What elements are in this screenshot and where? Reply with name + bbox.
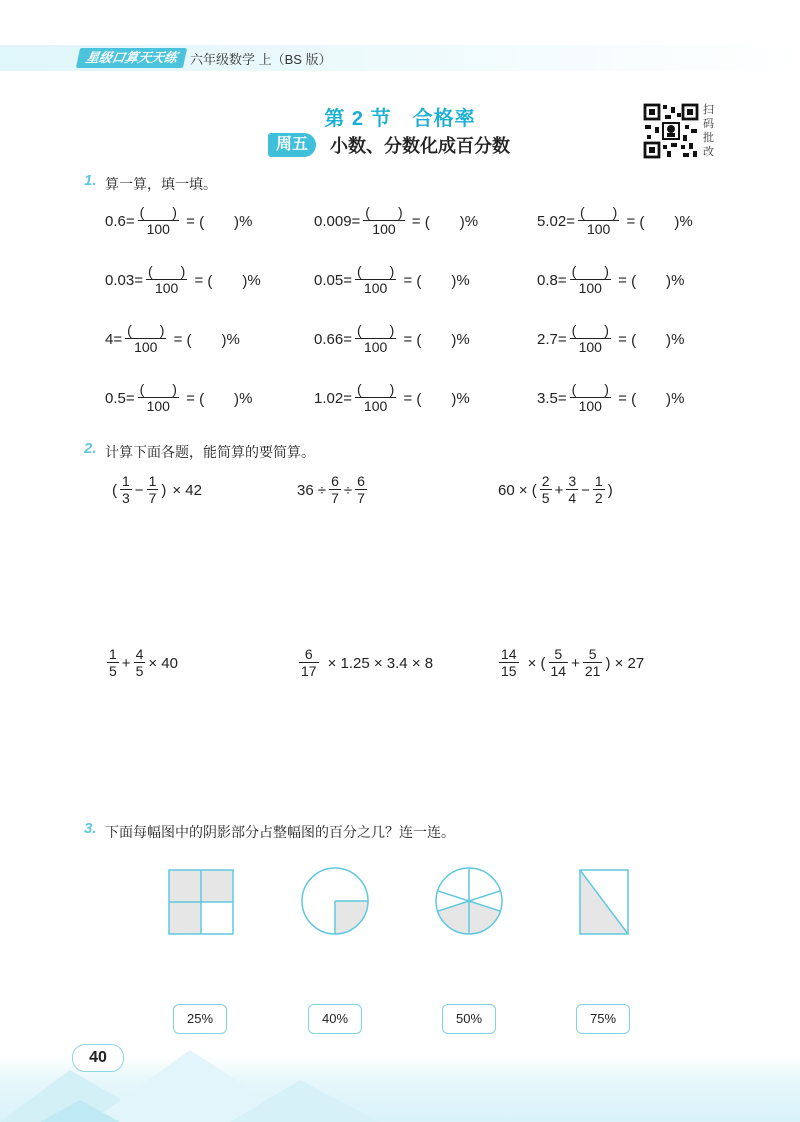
operator: +: [121, 654, 131, 672]
operator: −: [134, 481, 144, 499]
expr-tail: × 40: [148, 654, 178, 672]
brand-label: 星级口算天天练: [76, 48, 187, 68]
fraction: [125, 322, 166, 356]
q1-item: [314, 201, 478, 241]
fraction: [570, 322, 611, 356]
topic-title: 小数、分数化成百分数: [330, 136, 510, 156]
paren-left: (: [112, 481, 117, 499]
denominator: 100: [363, 280, 388, 296]
qr-caption-char: 扫: [703, 104, 714, 116]
fraction: [593, 473, 605, 507]
answer-option[interactable]: 40%: [308, 1004, 362, 1034]
equals-sign: =: [190, 271, 208, 289]
answer-option[interactable]: 25%: [173, 1004, 227, 1034]
numerator: 2: [541, 473, 550, 489]
operator: −: [581, 481, 590, 499]
denominator: 100: [372, 221, 396, 237]
q1-number: 1.: [84, 172, 97, 189]
fraction: [570, 381, 611, 415]
fraction: [578, 204, 619, 238]
q1-decimal: 3.5=: [537, 389, 567, 407]
denominator: 100: [146, 221, 170, 237]
percent-sign: %: [456, 271, 470, 289]
percent-sign: %: [456, 389, 470, 407]
numerator-blank[interactable]: ( ): [356, 381, 395, 397]
numerator-blank[interactable]: ( ): [571, 322, 609, 338]
operator: +: [571, 654, 580, 672]
equals-sign: =: [181, 389, 200, 407]
numerator-blank[interactable]: ( ): [356, 263, 395, 279]
numerator: 5: [588, 646, 597, 662]
fraction: [363, 204, 404, 238]
q1-decimal: 0.5=: [105, 389, 135, 407]
numerator-blank[interactable]: ( ): [579, 204, 618, 220]
equals-sign: =: [399, 271, 417, 289]
paren-right: ): [161, 481, 167, 499]
q1-decimal: 5.02=: [537, 212, 575, 230]
expr-3: [498, 470, 613, 510]
expr-1: [112, 470, 202, 510]
q1-decimal: 0.009=: [314, 212, 361, 230]
section-title: 第 2 节 合格率: [324, 108, 476, 130]
fraction: [299, 646, 319, 680]
expr-5: [296, 643, 433, 683]
expr-tail: ) × 27: [605, 654, 645, 672]
expr-mid: × (: [527, 654, 546, 672]
fraction: [540, 473, 552, 507]
denominator: 100: [363, 398, 388, 414]
expr-2: [297, 470, 370, 510]
percent-blank[interactable]: ( ): [631, 390, 672, 408]
numerator: 4: [135, 646, 144, 662]
fraction: [329, 473, 341, 507]
fraction: [355, 381, 396, 415]
equals-sign: =: [399, 389, 417, 407]
fraction: [134, 646, 146, 680]
q1-item: [314, 260, 470, 300]
numerator-blank[interactable]: ( ): [365, 204, 403, 220]
q1-item: [105, 260, 261, 300]
qr-caption-char: 改: [703, 146, 714, 158]
numerator-blank[interactable]: ( ): [139, 204, 177, 220]
numerator-blank[interactable]: ( ): [147, 263, 186, 279]
percent-sign: %: [671, 330, 685, 348]
percent-blank[interactable]: ( ): [416, 331, 457, 349]
denominator: 100: [586, 221, 611, 237]
denominator: 14: [550, 663, 567, 679]
equals-sign: =: [169, 330, 187, 348]
numerator: 5: [554, 646, 563, 662]
q3-number: 3.: [84, 820, 97, 837]
operator: ÷: [343, 481, 353, 499]
denominator: 100: [578, 398, 602, 414]
fraction: [355, 322, 396, 356]
numerator: 6: [304, 646, 313, 662]
percent-sign: %: [239, 389, 253, 407]
answer-option[interactable]: 50%: [442, 1004, 496, 1034]
denominator: 100: [154, 280, 179, 296]
numerator-blank[interactable]: ( ): [571, 381, 609, 397]
denominator: 15: [501, 663, 517, 679]
numerator: 1: [148, 473, 157, 489]
fraction: [355, 473, 367, 507]
fraction: [570, 263, 611, 297]
denominator: 17: [301, 663, 317, 679]
numerator: 1: [109, 646, 117, 662]
q1-decimal: 0.03=: [105, 271, 143, 289]
page-number: 40: [72, 1044, 124, 1072]
q2-number: 2.: [84, 440, 97, 457]
percent-blank[interactable]: ( ): [424, 213, 465, 231]
q1-instruction: 算一算，填一填。: [105, 176, 217, 192]
equals-sign: =: [181, 212, 200, 230]
figure-circle-fifths: [434, 866, 504, 936]
q1-decimal: 0.66=: [314, 330, 352, 348]
q1-item: [537, 319, 684, 359]
fraction: [138, 204, 179, 238]
equals-sign: =: [407, 212, 425, 230]
answer-option[interactable]: 75%: [576, 1004, 630, 1034]
q1-decimal: 0.05=: [314, 271, 352, 289]
operator: +: [554, 481, 564, 499]
numerator: 6: [331, 473, 339, 489]
q1-decimal: 0.6=: [105, 212, 135, 230]
fraction: [107, 646, 119, 680]
equals-sign: =: [613, 330, 632, 348]
expr-lead: 36 ÷: [297, 481, 327, 499]
denominator: 2: [594, 490, 603, 506]
denominator: 100: [146, 398, 170, 414]
percent-blank[interactable]: ( ): [416, 390, 457, 408]
expr-4: [104, 643, 178, 683]
denominator: 100: [363, 339, 388, 355]
equals-sign: =: [613, 389, 632, 407]
q1-item: [537, 260, 684, 300]
numerator: 14: [501, 646, 517, 662]
numerator-blank[interactable]: ( ): [356, 322, 395, 338]
percent-blank[interactable]: ( ): [186, 331, 227, 349]
day-badge: 周五: [268, 133, 316, 157]
percent-blank[interactable]: ( ): [207, 272, 248, 290]
percent-blank[interactable]: ( ): [199, 213, 240, 231]
book-subtitle: 六年级数学 上（BS 版）: [190, 52, 332, 67]
numerator: 3: [568, 473, 577, 489]
percent-sign: %: [456, 330, 470, 348]
percent-sign: %: [671, 389, 685, 407]
q1-item: [537, 201, 693, 241]
percent-blank[interactable]: ( ): [639, 213, 680, 231]
numerator-blank[interactable]: ( ): [571, 263, 609, 279]
denominator: 100: [578, 339, 602, 355]
denominator: 3: [122, 490, 130, 506]
denominator: 100: [578, 280, 602, 296]
qr-caption: [703, 103, 717, 159]
denominator: 5: [109, 663, 117, 679]
qr-caption-char: 码: [703, 118, 714, 130]
q1-decimal: 0.8=: [537, 271, 567, 289]
fraction: [566, 473, 578, 507]
expr-tail: × 1.25 × 3.4 × 8: [327, 654, 434, 672]
denominator: 7: [331, 490, 339, 506]
fraction: [146, 263, 187, 297]
qr-code-icon[interactable]: [643, 103, 699, 159]
percent-sign: %: [239, 212, 253, 230]
fraction: [355, 263, 396, 297]
qr-caption-char: 批: [703, 132, 714, 144]
q1-decimal: 1.02=: [314, 389, 352, 407]
denominator: 100: [134, 339, 158, 355]
q1-item: [314, 378, 470, 418]
percent-blank[interactable]: ( ): [416, 272, 457, 290]
numerator-blank[interactable]: ( ): [139, 381, 177, 397]
q1-item: [537, 378, 684, 418]
numerator: 1: [122, 473, 130, 489]
percent-blank[interactable]: ( ): [631, 331, 672, 349]
numerator-blank[interactable]: ( ): [127, 322, 165, 338]
denominator: 5: [135, 663, 144, 679]
percent-blank[interactable]: ( ): [199, 390, 240, 408]
percent-sign: %: [226, 330, 240, 348]
denominator: 7: [357, 490, 365, 506]
denominator: 5: [541, 490, 550, 506]
q2-instruction: 计算下面各题，能简算的要简算。: [105, 444, 315, 460]
paren-right: ): [607, 481, 613, 499]
percent-sign: %: [464, 212, 479, 230]
equals-sign: =: [622, 212, 640, 230]
fraction: [147, 473, 159, 507]
figure-circle-quarter: [300, 866, 370, 936]
fraction: [549, 646, 569, 680]
denominator: 4: [568, 490, 577, 506]
fraction: [583, 646, 603, 680]
percent-sign: %: [247, 271, 261, 289]
numerator: 6: [357, 473, 365, 489]
expr-lead: 60 × (: [498, 481, 537, 499]
equals-sign: =: [613, 271, 632, 289]
q1-item: [105, 201, 252, 241]
fraction: [499, 646, 519, 680]
denominator: 21: [584, 663, 601, 679]
numerator: 1: [594, 473, 603, 489]
q1-item: [105, 378, 252, 418]
q1-decimal: 4=: [105, 330, 123, 348]
q1-decimal: 2.7=: [537, 330, 567, 348]
q1-item: [105, 319, 240, 359]
q3-instruction: 下面每幅图中的阴影部分占整幅图的百分之几？连一连。: [105, 824, 455, 840]
expr-6: [496, 643, 644, 683]
fraction: [138, 381, 179, 415]
fraction: [120, 473, 132, 507]
equals-sign: =: [399, 330, 417, 348]
figure-square-quarters: [167, 868, 235, 936]
denominator: 7: [148, 490, 157, 506]
percent-sign: %: [679, 212, 693, 230]
q1-item: [314, 319, 470, 359]
expr-tail: × 42: [172, 481, 202, 499]
percent-sign: %: [671, 271, 685, 289]
percent-blank[interactable]: ( ): [631, 272, 672, 290]
figure-rect-diagonal: [578, 868, 630, 936]
